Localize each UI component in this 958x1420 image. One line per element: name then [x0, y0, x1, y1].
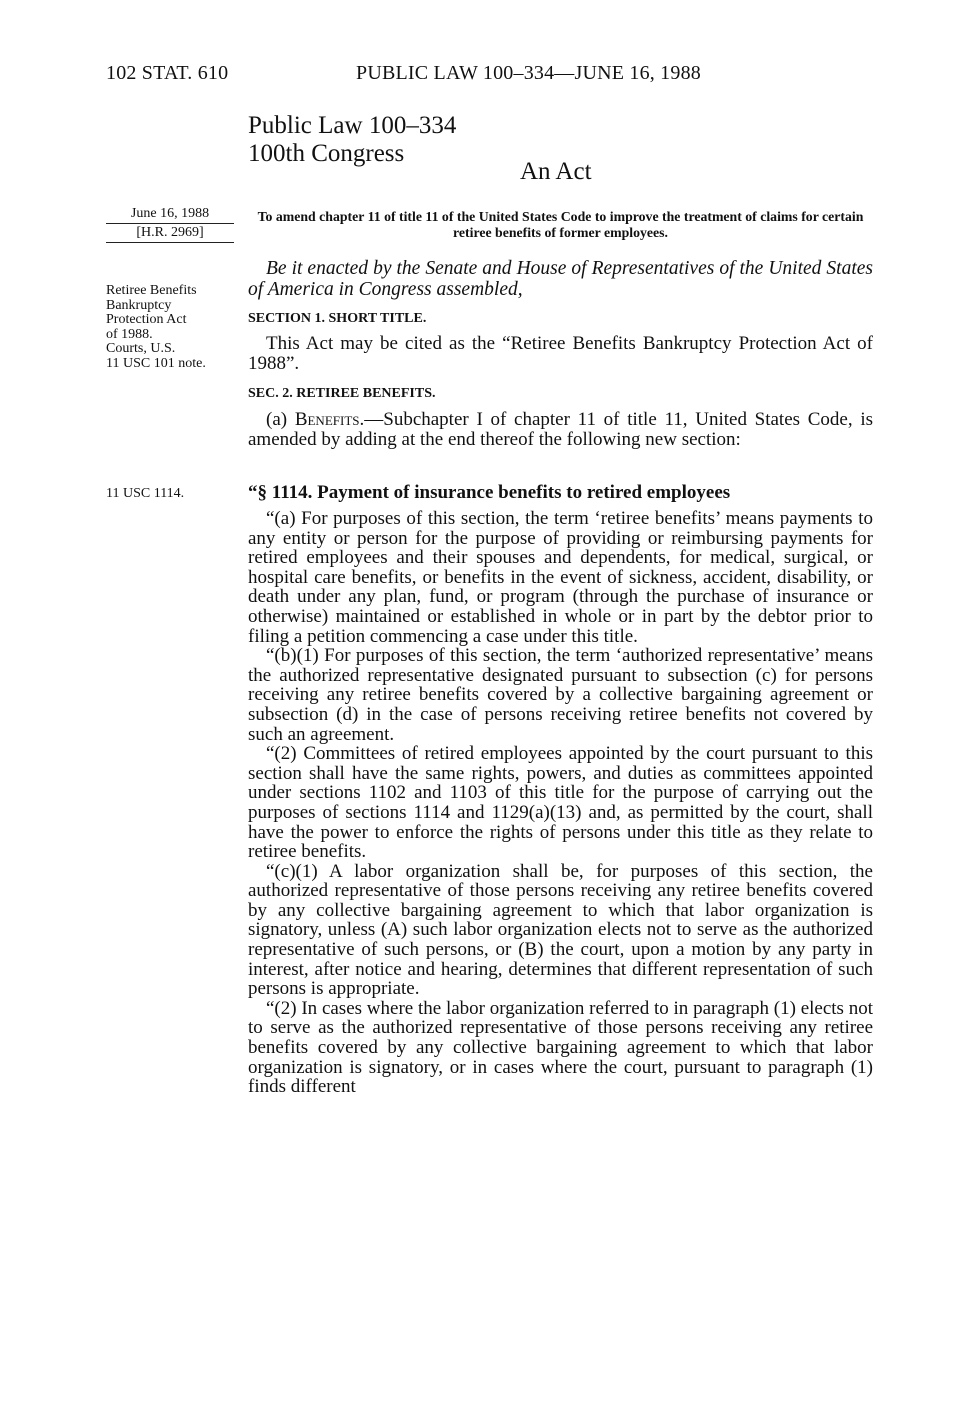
section-2-heading: SEC. 2. RETIREE BENEFITS. [248, 386, 436, 401]
paragraph-b1: “(b)(1) For purposes of this section, the term ‘authorized representative’ means the authorized representative designated pursuant to subsection (c) for persons receiving any retiree benefits covered by a collective bargaining agreement or subsection (d) in the case of persons receiving retiree benefits not covered by such an agreement. [248, 645, 873, 745]
margin-line: Bankruptcy [106, 297, 172, 313]
section-1114-body [248, 509, 873, 1097]
section-1-paragraph: This Act may be cited as the “Retiree Benefits Bankruptcy Protection Act of 1988”. [248, 333, 873, 374]
margin-line: of 1988. [106, 326, 153, 342]
running-head: PUBLIC LAW 100–334—JUNE 16, 1988 [356, 62, 701, 84]
congress: 100th Congress [248, 140, 405, 167]
bill-number: [H.R. 2969] [106, 224, 234, 243]
enactment-date: June 16, 1988 [106, 205, 234, 224]
subsection-caption: Benefits [294, 409, 360, 430]
paragraph-c1: “(c)(1) A labor organization shall be, for purposes of this section, the authorized representative of those persons receiving any retiree benefits covered by any collective bargaining agreement to which that labor organization is signatory, unless (A) such labor organization elects not to serve as the authorized representative of such persons, or (B) the court, upon a motion by any party in interest, after notice and hearing, determines that different representation of such persons is appropriate. [248, 860, 873, 1000]
margin-line: Retiree Benefits [106, 283, 197, 298]
subsection-text: .—Subchapter I of chapter 11 of title 11, United States Code, is amended by adding at the end thereof the following new section: [248, 409, 874, 450]
margin-usc-1114: 11 USC 1114. [106, 486, 185, 501]
act-purpose: To amend chapter 11 of title 11 of the United States Code to improve the treatment of claims for certain retiree benefits of former employees. [257, 209, 864, 240]
margin-courts: Courts, U.S. [106, 341, 176, 356]
law-number: Public Law 100–334 [248, 112, 457, 139]
page-number: 102 STAT. 610 [106, 62, 229, 84]
section-2-a [248, 410, 873, 449]
an-act-heading: An Act [520, 158, 592, 185]
paragraph-a: “(a) For purposes of this section, the term ‘retiree benefits’ means payments to any entity or person for the purpose of providing or reimbursing payments for retired employees and their spouses and dependents, for medical, surgical, or hospital care benefits, or benefits in the event of sickness, accident, disability, or death under any plan, fund, or program (through the purchase of insurance or otherwise) maintained or established in whole or in part by the debtor prior to filing a petition commencing a case under this title. [248, 508, 873, 647]
date-bill-box [106, 205, 234, 243]
margin-line: Protection Act [106, 312, 187, 327]
section-1114-heading: “§ 1114. Payment of insurance benefits to retired employees [248, 482, 731, 503]
section-1-text [248, 334, 873, 373]
margin-note-short-title [106, 284, 206, 371]
section-2-a-paragraph [248, 410, 873, 449]
section-1-heading: SECTION 1. SHORT TITLE. [248, 311, 427, 326]
enacting-clause: Be it enacted by the Senate and House of Representatives of the United States of America in Congress assembled, [248, 258, 873, 300]
subsection-label: (a) [266, 409, 295, 430]
paragraph-c2: “(2) In cases where the labor organization referred to in paragraph (1) elects not to serve as the authorized representative of those persons receiving any retiree benefits covered by any collective bargaining agreement to which that labor organization is signatory, or in cases where the court, pursuant to paragraph (1) finds different [248, 997, 873, 1098]
paragraph-b2: “(2) Committees of retired employees appointed by the court pursuant to this section shall have the same rights, powers, and duties as committees appointed under sections 1102 and 1103 of this title for the purpose of carrying out the purposes of sections 1114 and 1129(a)(13) and, as permitted by the court, shall have the power to enforce the rights of persons under this title as they relate to retiree benefits. [248, 743, 873, 863]
law-title [248, 112, 456, 168]
margin-usc-101: 11 USC 101 note. [106, 355, 206, 371]
